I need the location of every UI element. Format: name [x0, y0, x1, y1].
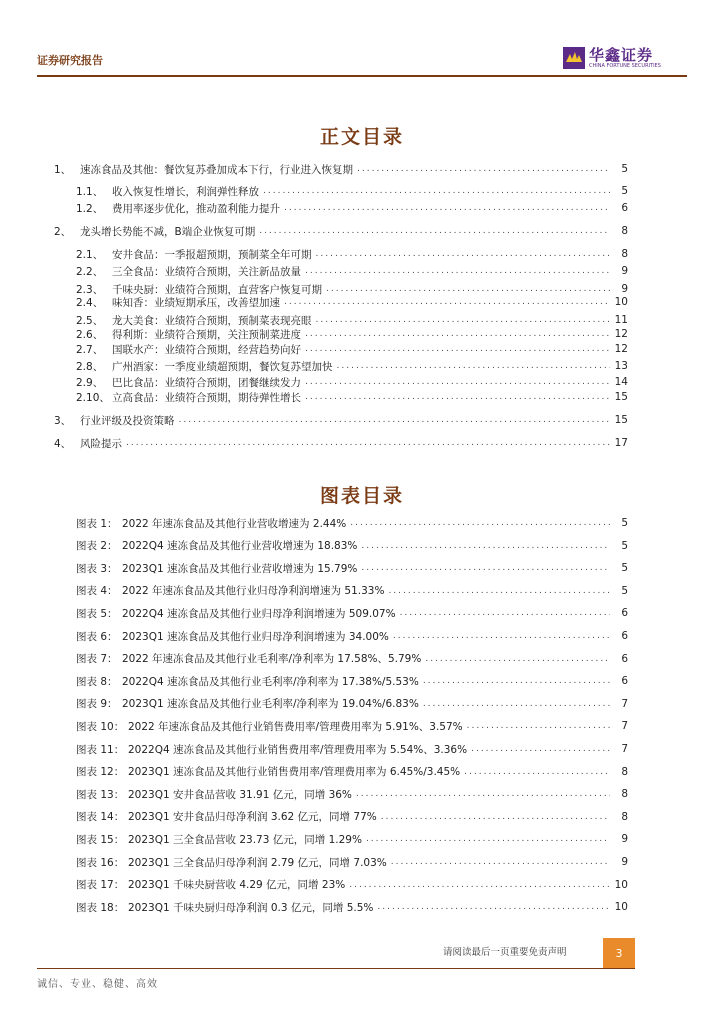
leader-dots: [305, 266, 610, 276]
toc-entry[interactable]: [76, 262, 628, 280]
logo-text: 华鑫证券: [589, 46, 654, 64]
figure-entry-page: 6: [621, 607, 628, 620]
leader-dots: [377, 902, 610, 912]
toc-entry-number: 1.2、: [76, 202, 104, 215]
figure-entry-label: 图表 16：: [76, 856, 125, 869]
figure-entry-label: 图表 5：: [76, 607, 118, 620]
toc-entry-number: 2.7、: [76, 343, 104, 356]
leader-dots: [357, 164, 610, 174]
toc-entry-number: 2.5、: [76, 314, 104, 327]
toc-entry-number: 2.4、: [76, 296, 104, 309]
report-label: 证券研究报告: [37, 54, 103, 67]
leader-dots: [467, 721, 610, 731]
toc-entry-page: 8: [621, 225, 628, 237]
toc-entry-page: 9: [621, 283, 628, 295]
toc-entry[interactable]: [76, 340, 628, 358]
leader-dots: [305, 344, 610, 354]
toc-entry-page: 12: [614, 343, 628, 355]
figure-entry-page: 8: [621, 810, 628, 823]
leader-dots: [284, 297, 610, 307]
toc-entry-text: 巴比食品：业绩符合预期，团餐继续发力: [112, 376, 301, 389]
toc-entry-number: 1.1、: [76, 185, 104, 198]
toc-entry[interactable]: [54, 411, 628, 429]
figure-entry-page: 5: [621, 562, 628, 575]
figure-entry[interactable]: [76, 582, 628, 600]
toc-entry[interactable]: [54, 160, 628, 178]
leader-dots: [305, 377, 610, 387]
figure-entry[interactable]: [76, 717, 628, 735]
figure-entry-label: 图表 12：: [76, 766, 125, 779]
toc-entry-page: 17: [614, 437, 628, 449]
figure-entry-label: 图表 6：: [76, 630, 118, 643]
leader-dots: [471, 744, 610, 754]
toc-entry-text: 龙大美食：业绩符合预期，预制菜表现亮眼: [112, 314, 312, 327]
figure-entry-text: 2023Q1 安井食品营收 31.91 亿元，同增 36%: [128, 788, 352, 801]
figure-entry-label: 图表 14：: [76, 811, 125, 824]
figure-entry[interactable]: [76, 537, 628, 555]
figure-entry-text: 2022 年速冻食品及其他行业归母净利润增速为 51.33%: [122, 585, 385, 598]
figure-entry[interactable]: [76, 604, 628, 622]
leader-dots: [305, 392, 610, 402]
figure-entry-text: 2023Q1 速冻食品及其他行业归母净利润增速为 34.00%: [122, 630, 389, 643]
toc-entry-page: 8: [621, 248, 628, 260]
leader-dots: [366, 834, 610, 844]
footer-slogan: 诚信、专业、稳健、高效: [37, 979, 158, 990]
figure-entry-page: 5: [621, 539, 628, 552]
toc-entry[interactable]: [76, 182, 628, 200]
leader-dots: [337, 361, 611, 371]
figure-entry-page: 7: [621, 720, 628, 733]
figure-entry-page: 9: [621, 856, 628, 868]
figure-entry[interactable]: [76, 672, 628, 690]
figure-entry-text: 2023Q1 速冻食品及其他行业销售费用率/管理费用率为 6.45%/3.45%: [128, 766, 461, 779]
leader-dots: [361, 563, 610, 573]
toc-entry-page: 5: [621, 163, 628, 175]
figure-entry-label: 图表 8：: [76, 675, 118, 688]
logo-icon: [563, 47, 585, 69]
figure-entry-label: 图表 13：: [76, 788, 125, 801]
figure-entry[interactable]: [76, 627, 628, 645]
figure-entry[interactable]: [76, 763, 628, 781]
toc-entry-number: 2.8、: [76, 360, 104, 373]
toc-entry-text: 国联水产：业绩符合预期，经营趋势向好: [112, 343, 301, 356]
leader-dots: [361, 541, 610, 551]
toc-entry-number: 2.2、: [76, 265, 104, 278]
toc-entry-text: 费用率逐步优化，推动盈利能力提升: [112, 202, 280, 215]
leader-dots: [423, 676, 610, 686]
figure-entry-page: 7: [621, 697, 628, 710]
figure-entry-text: 2023Q1 三全食品归母净利润 2.79 亿元，同增 7.03%: [128, 856, 387, 869]
leader-dots: [316, 249, 611, 259]
figure-entry-text: 2023Q1 三全食品营收 23.73 亿元，同增 1.29%: [128, 833, 362, 846]
leader-dots: [284, 203, 610, 213]
figure-entry-text: 2022 年速冻食品及其他行业销售费用率/管理费用率为 5.91%、3.57%: [128, 720, 463, 733]
figure-entry-label: 图表 15：: [76, 833, 125, 846]
toc-entry-text: 行业评级及投资策略: [80, 414, 175, 427]
figures-title: 图表目录: [319, 485, 404, 507]
page-header: [0, 0, 724, 75]
figure-entry-text: 2023Q1 速冻食品及其他行业营收增速为 15.79%: [122, 562, 358, 575]
figure-entry-page: 5: [621, 517, 628, 529]
leader-dots: [464, 767, 610, 777]
toc-entry[interactable]: [54, 222, 628, 240]
figure-entry-text: 2023Q1 安井食品归母净利润 3.62 亿元，同增 77%: [128, 811, 377, 824]
figure-entry-page: 7: [621, 743, 628, 755]
toc-title: 正文目录: [319, 126, 404, 148]
figure-entry[interactable]: [76, 785, 628, 803]
toc-entry-number: 2.10、: [76, 391, 110, 404]
figure-entry-text: 2022Q4 速冻食品及其他行业营收增速为 18.83%: [122, 540, 358, 553]
header-divider: [37, 75, 687, 77]
toc-entry-page: 15: [614, 391, 628, 403]
figure-entry-label: 图表 2：: [76, 540, 118, 553]
toc-entry-page: 15: [614, 414, 628, 426]
leader-dots: [179, 415, 611, 425]
figure-entry-label: 图表 18：: [76, 901, 125, 914]
figure-entry-label: 图表 9：: [76, 698, 118, 711]
toc-entry-page: 13: [614, 360, 628, 372]
leader-dots: [350, 518, 610, 528]
toc-entry-number: 3、: [54, 414, 72, 427]
toc-entry-number: 4、: [54, 437, 72, 450]
toc-entry-page: 12: [614, 328, 628, 340]
toc-entry-page: 14: [614, 376, 628, 388]
leader-dots: [381, 812, 610, 822]
figure-entry-text: 2022Q4 速冻食品及其他行业销售费用率/管理费用率为 5.54%、3.36%: [128, 743, 468, 756]
toc-entry-text: 收入恢复性增长，利润弹性释放: [112, 185, 259, 198]
figure-entry-label: 图表 3：: [76, 562, 118, 575]
toc-entry-number: 1、: [54, 163, 72, 176]
toc-entry-number: 2.6、: [76, 328, 104, 341]
leader-dots: [316, 315, 611, 325]
figure-entry-text: 2022 年速冻食品及其他行业营收增速为 2.44%: [122, 517, 347, 530]
figure-entry-text: 2023Q1 速冻食品及其他行业毛利率/净利率为 19.04%/6.83%: [122, 698, 419, 711]
toc-entry[interactable]: [76, 199, 628, 217]
figure-entry-page: 10: [614, 878, 628, 891]
toc-entry-number: 2、: [54, 225, 72, 238]
figure-entry-label: 图表 7：: [76, 653, 118, 666]
company-logo: [563, 44, 673, 74]
figure-entry-label: 图表 10：: [76, 720, 125, 733]
toc-entry-text: 广州酒家：一季度业绩超预期，餐饮复苏望加快: [112, 360, 333, 373]
toc-entry[interactable]: [76, 388, 628, 406]
toc-entry-number: 2.9、: [76, 376, 104, 389]
figure-entry-page: 6: [621, 675, 628, 688]
leader-dots: [259, 226, 610, 236]
figure-entry-text: 2022Q4 速冻食品及其他行业归母净利润增速为 509.07%: [122, 607, 396, 620]
figure-entry-page: 5: [621, 584, 628, 597]
toc-entry-text: 安井食品：一季报超预期，预制菜全年可期: [112, 248, 312, 261]
leader-dots: [391, 857, 610, 867]
figure-entry-page: 8: [621, 765, 628, 778]
leader-dots: [349, 880, 610, 890]
figure-entry[interactable]: [76, 830, 628, 848]
toc-entry-page: 9: [621, 265, 628, 277]
leader-dots: [126, 438, 610, 448]
disclaimer-note: 请阅读最后一页重要免责声明: [443, 947, 567, 958]
toc-entry-page: 5: [621, 185, 628, 197]
leader-dots: [423, 699, 610, 709]
footer-divider: [37, 968, 635, 969]
figure-entry[interactable]: [76, 695, 628, 713]
logo-subtitle: CHINA FORTUNE SECURITIES: [589, 63, 661, 69]
figure-entry[interactable]: [76, 876, 628, 894]
figure-entry-page: 6: [621, 630, 628, 642]
figure-entry-label: 图表 17：: [76, 879, 125, 892]
toc-entry[interactable]: [76, 245, 628, 263]
figure-entry-text: 2023Q1 千味央厨营收 4.29 亿元，同增 23%: [128, 879, 346, 892]
leader-dots: [305, 329, 610, 339]
figure-entry[interactable]: [76, 898, 628, 916]
figure-entry[interactable]: [76, 514, 628, 532]
toc-entry-text: 龙头增长势能不减，B端企业恢复可期: [80, 225, 256, 238]
toc-entry-page: 6: [621, 202, 628, 214]
toc-entry[interactable]: [54, 434, 628, 452]
figure-entry-page: 10: [614, 901, 628, 914]
figure-entry-label: 图表 1：: [76, 517, 118, 530]
toc-entry-page: 11: [614, 314, 628, 326]
toc-entry-text: 三全食品：业绩符合预期，关注新品放量: [112, 265, 301, 278]
leader-dots: [263, 186, 610, 196]
page-number: 3: [603, 938, 635, 968]
figure-entry-page: 9: [621, 833, 628, 846]
toc-entry-text: 速冻食品及其他：餐饮复苏叠加成本下行，行业进入恢复期: [80, 163, 353, 176]
toc-entry-text: 风险提示: [80, 437, 122, 450]
leader-dots: [393, 631, 610, 641]
toc-entry-text: 千味央厨：业绩符合预期，直营客户恢复可期: [112, 283, 322, 296]
figure-entry-text: 2023Q1 千味央厨归母净利润 0.3 亿元，同增 5.5%: [128, 901, 374, 914]
toc-entry-number: 2.3、: [76, 283, 104, 296]
leader-dots: [356, 789, 610, 799]
figure-entry-label: 图表 11：: [76, 743, 125, 756]
figure-entry[interactable]: [76, 853, 628, 871]
toc-entry-text: 得利斯：业绩符合预期，关注预制菜进度: [112, 328, 301, 341]
leader-dots: [425, 654, 610, 664]
toc-entry-number: 2.1、: [76, 248, 104, 261]
toc-entry[interactable]: [76, 293, 628, 311]
toc-entry-text: 味知香：业绩短期承压，改善望加速: [112, 296, 280, 309]
toc-entry-text: 立高食品：业绩符合预期，期待弹性增长: [112, 391, 301, 404]
figure-entry-text: 2022 年速冻食品及其他行业毛利率/净利率为 17.58%、5.79%: [122, 653, 422, 666]
figure-entry[interactable]: [76, 740, 628, 758]
figure-entry-label: 图表 4：: [76, 585, 118, 598]
leader-dots: [388, 586, 610, 596]
leader-dots: [400, 608, 610, 618]
toc-entry-page: 10: [614, 296, 628, 308]
figure-entry[interactable]: [76, 650, 628, 668]
figure-entry-page: 6: [621, 652, 628, 665]
figure-entry-page: 8: [621, 788, 628, 801]
figure-entry[interactable]: [76, 808, 628, 826]
figure-entry-text: 2022Q4 速冻食品及其他行业毛利率/净利率为 17.38%/5.53%: [122, 675, 419, 688]
figure-entry[interactable]: [76, 559, 628, 577]
